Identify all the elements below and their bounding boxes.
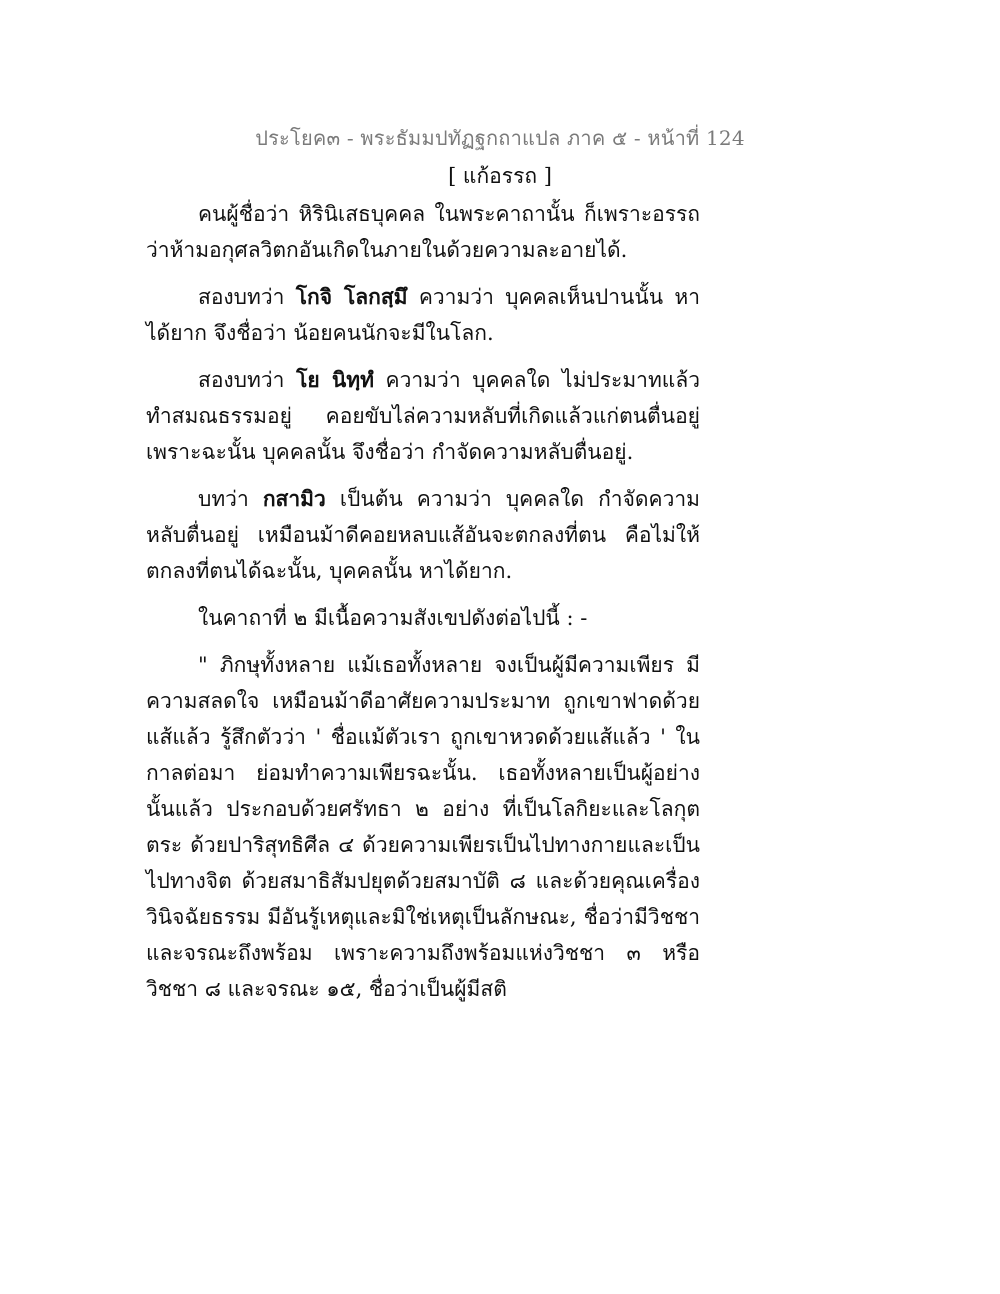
pali-term: กสามิว xyxy=(262,486,326,511)
paragraph-text: คนผู้ชื่อว่า หิรินิเสธบุคคล ในพระคาถานั้น ก็เพราะอรรถว่าห้ามอกุศลวิตกอันเกิดในภายในด้วยความละอายได้. xyxy=(146,202,700,262)
paragraph xyxy=(146,362,700,470)
paragraph-text: ความว่า บุคคลเห็นปานนั้น หาได้ยาก จึงชื่อว่า น้อยคนนักจะมีในโลก. xyxy=(146,285,700,345)
paragraph-text: สองบทว่า xyxy=(198,285,296,309)
paragraph xyxy=(146,647,700,1007)
running-header-text: ประโยค๓ - พระธัมมปทัฏฐกถาแปล ภาค ๕ - หน้าที่ 124 xyxy=(255,126,745,150)
paragraph-text: " ภิกษุทั้งหลาย แม้เธอทั้งหลาย จงเป็นผู้มีความเพียร มีความสลดใจ เหมือนม้าดีอาศัยความประมาท ถูกเขาฟาดด้วยแส้แล้ว รู้สึกตัวว่า ' ชื่อแม้ตัวเรา ถูกเขาหวดด้วยแส้แล้ว ' ในกาลต่อมา ย่อมทำความเพียรฉะนั้น. เธอทั้งหลายเป็นผู้อย่างนั้นแล้ว ประกอบด้วยศรัทธา ๒ อย่าง ที่เป็นโลกิยะและโลกุตตระ ด้วยปาริสุทธิศีล ๔ ด้วยความเพียรเป็นไปทางกายและเป็นไปทางจิต ด้วยสมาธิสัมปยุตด้วยสมาบัติ ๘ และด้วยคุณเครื่องวินิจฉัยธรรม มีอันรู้เหตุและมิใช่เหตุเป็นลักษณะ, ชื่อว่ามีวิชชาและจรณะถึงพร้อม เพราะความถึงพร้อมแห่งวิชชา ๓ หรือวิชชา ๘ และจรณะ ๑๕, ชื่อว่าเป็นผู้มีสติ xyxy=(146,653,700,1001)
paragraph-text: ความว่า บุคคลใด ไม่ประมาทแล้ว ทำสมณธรรมอยู่ คอยขับไล่ความหลับที่เกิดแล้วแก่ตนตื่นอยู่ เพราะฉะนั้น บุคคลนั้น จึงชื่อว่า กำจัดความหลับตื่นอยู่. xyxy=(146,368,700,464)
paragraph xyxy=(146,600,700,636)
paragraph-text: ในคาถาที่ ๒ มีเนื้อความสังเขปดังต่อไปนี้ : - xyxy=(198,606,588,630)
section-title: [ แก้อรรถ ] xyxy=(448,164,552,188)
paragraph-text: สองบทว่า xyxy=(198,368,297,392)
page-header xyxy=(0,122,1000,154)
paragraph xyxy=(146,481,700,589)
paragraph xyxy=(146,279,700,351)
paragraph-text: เป็นต้น ความว่า บุคคลใด กำจัดความหลับตื่นอยู่ เหมือนม้าดีคอยหลบแส้อันจะตกลงที่ตน คือไม่ให้ตกลงที่ตนได้ฉะนั้น, บุคคลนั้น หาได้ยาก. xyxy=(146,487,700,583)
paragraph-text: บทว่า xyxy=(198,487,263,511)
pali-term: โย นิทฺทํ xyxy=(296,367,374,392)
body-text xyxy=(146,196,700,1018)
paragraph xyxy=(146,196,700,268)
pali-term: โกจิ โลกสฺมึ xyxy=(295,284,408,309)
